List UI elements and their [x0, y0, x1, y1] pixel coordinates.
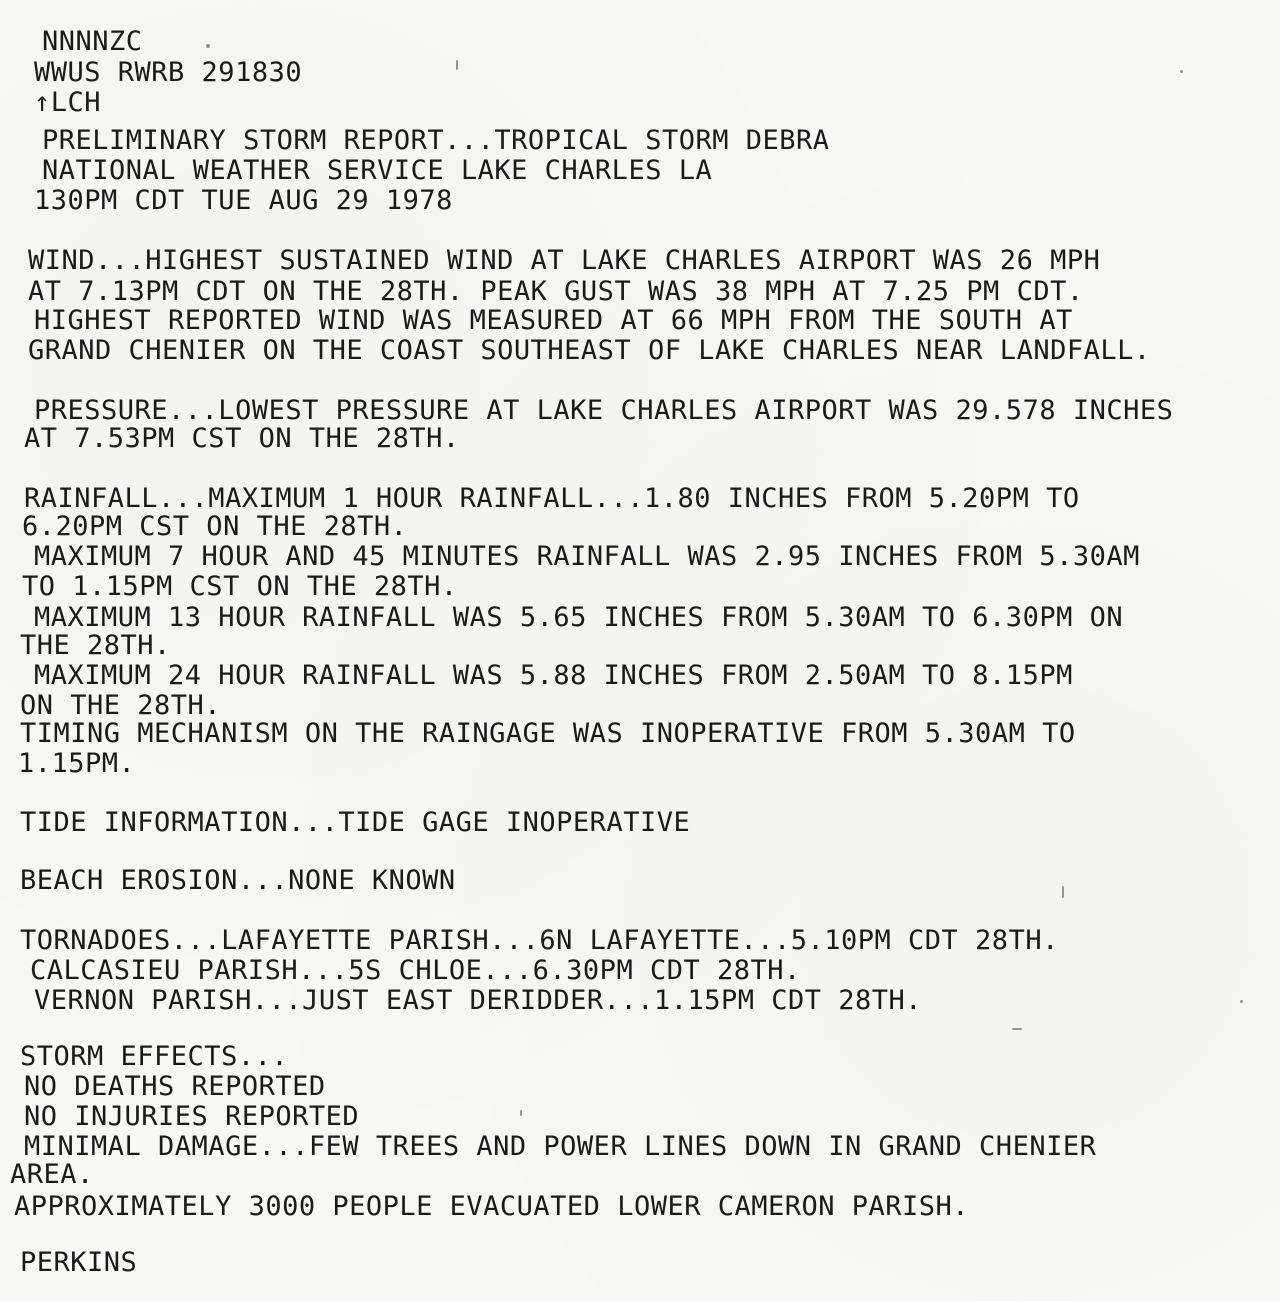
- issuing-office: NATIONAL WEATHER SERVICE LAKE CHARLES LA: [42, 155, 713, 186]
- storm-effects-line: STORM EFFECTS...: [20, 1041, 289, 1072]
- scan-speck: [1240, 1000, 1243, 1003]
- rainfall-line: ON THE 28TH.: [20, 690, 222, 721]
- rainfall-line: TO 1.15PM CST ON THE 28TH.: [22, 571, 458, 602]
- storm-effects-line: NO DEATHS REPORTED: [24, 1071, 326, 1102]
- rainfall-line: MAXIMUM 7 HOUR AND 45 MINUTES RAINFALL WAS 2.95 INCHES FROM 5.30AM: [34, 541, 1140, 572]
- tornado-line: VERNON PARISH...JUST EAST DERIDDER...1.15PM CDT 28TH.: [34, 985, 923, 1016]
- rainfall-line: RAINFALL...MAXIMUM 1 HOUR RAINFALL...1.80 INCHES FROM 5.20PM TO: [24, 483, 1080, 514]
- wind-line: AT 7.13PM CDT ON THE 28TH. PEAK GUST WAS 38 MPH AT 7.25 PM CDT.: [28, 276, 1084, 307]
- scan-speck: [1180, 70, 1183, 73]
- storm-effects-line: MINIMAL DAMAGE...FEW TREES AND POWER LINES DOWN IN GRAND CHENIER: [24, 1131, 1097, 1162]
- beach-erosion: BEACH EROSION...NONE KNOWN: [20, 865, 456, 896]
- wind-line: GRAND CHENIER ON THE COAST SOUTHEAST OF LAKE CHARLES NEAR LANDFALL.: [28, 335, 1151, 366]
- report-title: PRELIMINARY STORM REPORT...TROPICAL STORM DEBRA: [42, 125, 830, 156]
- rainfall-line: MAXIMUM 24 HOUR RAINFALL WAS 5.88 INCHES FROM 2.50AM TO 8.15PM: [34, 660, 1073, 691]
- storm-effects-line: APPROXIMATELY 3000 PEOPLE EVACUATED LOWER CAMERON PARISH.: [14, 1191, 970, 1222]
- pressure-line: PRESSURE...LOWEST PRESSURE AT LAKE CHARLES AIRPORT WAS 29.578 INCHES: [34, 395, 1174, 426]
- wind-line: WIND...HIGHEST SUSTAINED WIND AT LAKE CHARLES AIRPORT WAS 26 MPH: [28, 245, 1101, 276]
- rainfall-line: 1.15PM.: [18, 748, 136, 779]
- wind-line: HIGHEST REPORTED WIND WAS MEASURED AT 66 MPH FROM THE SOUTH AT: [34, 305, 1073, 336]
- rainfall-line: MAXIMUM 13 HOUR RAINFALL WAS 5.65 INCHES FROM 5.30AM TO 6.30PM ON: [34, 602, 1124, 633]
- scan-speck: [520, 1110, 522, 1116]
- rainfall-line: TIMING MECHANISM ON THE RAINGAGE WAS INOPERATIVE FROM 5.30AM TO: [20, 718, 1076, 749]
- rainfall-line: THE 28TH.: [20, 630, 171, 661]
- scan-speck: [1012, 1028, 1022, 1030]
- issue-datetime: 130PM CDT TUE AUG 29 1978: [34, 185, 453, 216]
- storm-effects-line: NO INJURIES REPORTED: [24, 1101, 360, 1132]
- header-product-id: WWUS RWRB 291830: [34, 57, 303, 88]
- tide-information: TIDE INFORMATION...TIDE GAGE INOPERATIVE: [20, 807, 691, 838]
- storm-effects-line: AREA.: [10, 1159, 94, 1190]
- tornado-line: CALCASIEU PARISH...5S CHLOE...6.30PM CDT 28TH.: [30, 955, 801, 986]
- scan-speck: [1062, 886, 1064, 898]
- header-code-line: NNNNZC: [42, 26, 143, 57]
- pressure-line: AT 7.53PM CST ON THE 28TH.: [24, 423, 460, 454]
- rainfall-line: 6.20PM CST ON THE 28TH.: [22, 511, 408, 542]
- header-station-id: ↑LCH: [34, 87, 102, 118]
- scan-speck: [456, 60, 458, 70]
- scan-speck: [206, 44, 210, 48]
- signature: PERKINS: [20, 1247, 138, 1278]
- tornado-line: TORNADOES...LAFAYETTE PARISH...6N LAFAYETTE...5.10PM CDT 28TH.: [20, 925, 1059, 956]
